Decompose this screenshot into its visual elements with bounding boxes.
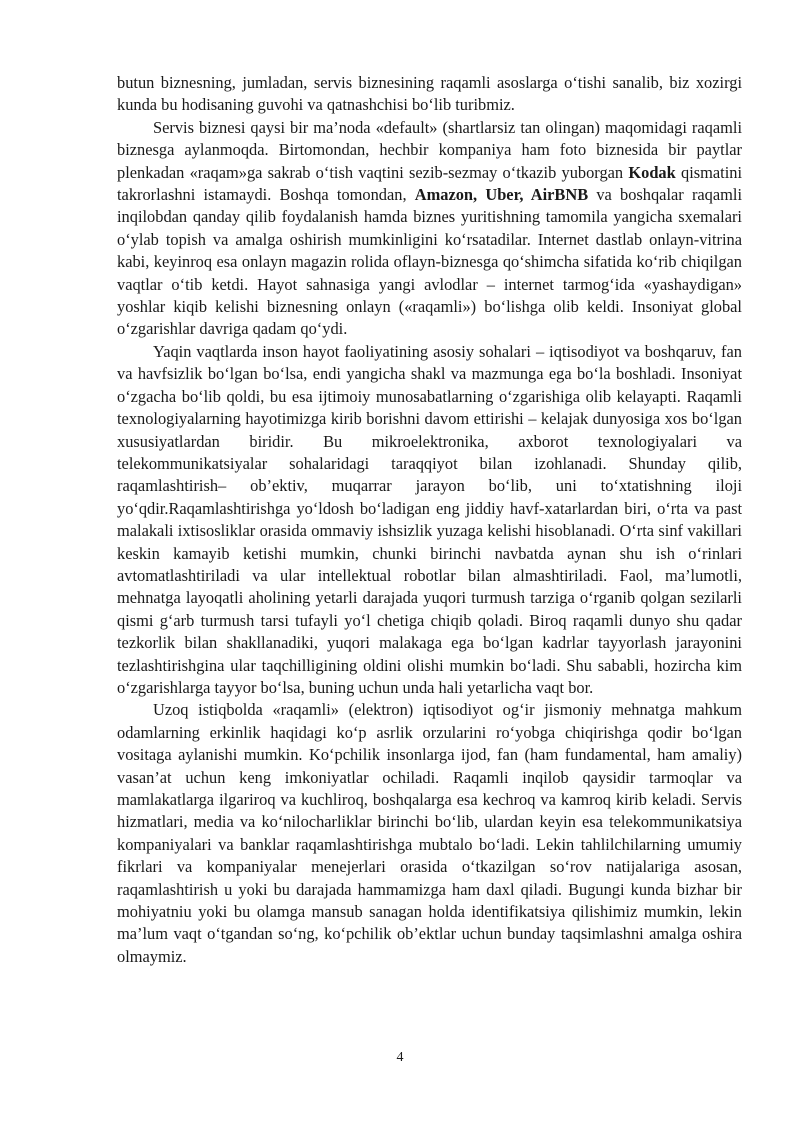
paragraph-4-text: Uzoq istiqbolda «raqamli» (elektron) iqtisodiyot og‘ir jismoniy mehnatga mahkum odamlarning erkinlik haqidagi ko‘p asrlik orzularini ro‘yobga chiqirishga qodir bo‘lgan vositaga aylanishi mumkin. Ko‘pchilik insonlarga ijod, fan (ham fundamental, ham amaliy) vasan’at uchun keng imkoniyatlar ochiladi. Raqamli inqilob qaysidir tarmoqlar va mamlakatlarga ilgariroq va kuchliroq, boshqalarga esa kechroq va kamroq kirib keladi. Servis hizmatlari, media va ko‘nilocharliklar birinchi bo‘lib, ulardan keyin esa telekommunikatsiya kompaniyalari va banklar raqamlashtirishga mubtalo bo‘ladi. Lekin tahlilchilarning umumiy fikrlari va kompaniyalar menejerlari orasida o‘tkazilgan so‘rov natijalariga asosan, raqamlashtirish u yoki bu darajada hammamizga ham daxl qiladi. Bugungi kunda bizhar bir mohiyatniu yoki bu olamga mansub sanagan holda identifikatsiya qilishimiz mumkin, lekin ma’lum vaqt o‘tgandan so‘ng, ko‘pchilik ob’ektlar uchun bunday taqsimlashni amalga oshira olmaymiz. bbox=[117, 700, 742, 966]
document-body bbox=[117, 72, 742, 968]
paragraph-4 bbox=[117, 699, 742, 968]
paragraph-2-text-c: va boshqalar raqamli inqilobdan qanday qilib foydalanish hamda biznes yuritishning tamomila yangicha sxemalari o‘ylab topish va amalga oshirish mumkinligini ko‘rsatadilar. Internet dastlab onlayn-vitrina kabi, keyinroq esa onlayn magazin rolida oflayn-biznesga qo‘shimcha sifatida ko‘rib chiqilgan vaqtlar o‘tib ketdi. Hayot sahnasiga yangi avlodlar – internet tarmog‘ida «yashaydigan» yoshlar kiqib kelishi biznesning onlayn («raqamli») bo‘lishga olib keldi. Insoniyat global o‘zgarishlar davriga qadam qo‘ydi. bbox=[117, 185, 742, 339]
paragraph-2-bold-kodak: Kodak bbox=[628, 162, 676, 182]
paragraph-2-bold-companies: Amazon, Uber, AirBNB bbox=[414, 185, 589, 205]
page-number: 4 bbox=[396, 1050, 404, 1065]
paragraph-1-text: butun biznesning, jumladan, servis biznesining raqamli asoslarga o‘tishi sanalib, biz xozirgi kunda bu hodisaning guvohi va qatnashchisi bo‘lib turibmiz. bbox=[117, 73, 742, 115]
paragraph-2 bbox=[117, 117, 742, 341]
paragraph-3 bbox=[117, 341, 742, 700]
paragraph-2-text-b: qismatini takrorlashni istamaydi. Boshqa tomondan, bbox=[117, 162, 743, 205]
paragraph-3-text: Yaqin vaqtlarda inson hayot faoliyatining asosiy sohalari – iqtisodiyot va boshqaruv, fan va havfsizlik bo‘lgan bo‘lsa, endi yangicha shakl va mazmunga ega bo‘la boshladi. Insoniyat o‘zgacha bo‘lib qoldi, bu esa ijtimoiy munosabatlarning o‘zgarishiga olib kelayapti. Raqamli texnologiyalarning hayotimizga kirib borishni davom ettirishi – kelajak dunyosiga xos bo‘lgan xususiyatlardan biridir. Bu mikroelektronika, axborot texnologiyalari va telekommunikatsiyalar sohalaridagi taraqqiyot bilan izohlanadi. Shunday qilib, raqamlashtirish– ob’ektiv, muqarrar jarayon bo‘lib, uni to‘xtatishning iloji yo‘qdir.Raqamlashtirishga yo‘ldosh bo‘ladigan eng jiddiy havf-xatarlardan biri, o‘rta va past malakali ixtisosliklar orasida ommaviy ishsizlik yuzaga kelishi hisoblanadi. O‘rta sinf vakillari keskin kamayib ketishi mumkin, chunki birinchi navbatda aynan shu ish o‘rinlari avtomatlashtiriladi va ular intellektual robotlar bilan almashtiriladi. Faol, ma’lumotli, mehnatga layoqatli aholining yetarli darajada yuqori turmush tarziga o‘rganib qolgan sezilarli qismi g‘arb turmush tarsi tufayli yo‘l chetiga chiqib qoladi. Biroq raqamli dunyo shu qadar tezkorlik bilan shakllanadiki, yuqori malakaga ega bo‘lgan kadrlar tayyorlash jarayonini tezlashtirishgina ular taqchilligining oldini olishi mumkin bo‘ladi. Shu sababli, hozircha kim o‘zgarishlarga tayyor bo‘lsa, buning uchun unda hali yetarlicha vaqt bor. bbox=[117, 341, 742, 697]
paragraph-1 bbox=[117, 72, 742, 117]
paragraph-2-text-a: Servis biznesi qaysi bir ma’noda «default» (shartlarsiz tan olingan) maqomidagi raqamli biznesga aylanmoqda. Birtomondan, hechbir kompaniya ham foto biznesida bir paytlar plenkadan «raqam»ga sakrab o‘tish vaqtini sezib-sezmay o‘tkazib yuborgan bbox=[117, 117, 742, 182]
